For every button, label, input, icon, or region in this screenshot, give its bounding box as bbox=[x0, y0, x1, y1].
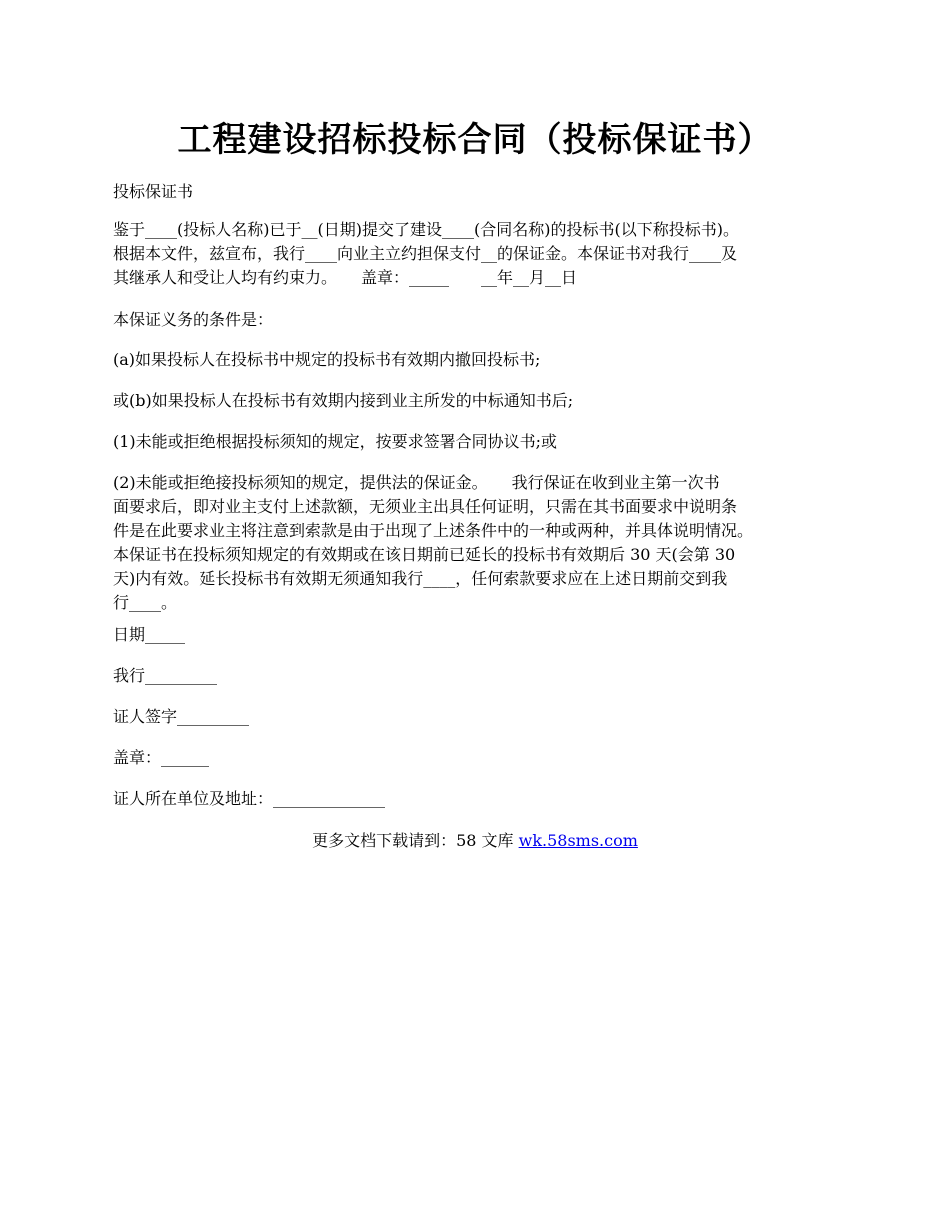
paragraph-line: 鉴于____(投标人名称)已于__(日期)提交了建设____(合同名称)的投标书(以下称投标书)。 bbox=[113, 220, 739, 239]
paragraph-line: 其继承人和受让人均有约束力。 盖章：_____ __年__月__日 bbox=[113, 268, 578, 287]
condition-1: (1)未能或拒绝根据投标须知的规定，按要求签署合同协议书;或 bbox=[113, 432, 558, 451]
footer-link[interactable]: wk.58sms.com bbox=[518, 831, 638, 850]
witness-signature-line: 证人签字_________ bbox=[113, 707, 250, 726]
paragraph-line: 根据本文件，兹宣布，我行____向业主立约担保支付__的保证金。本保证书对我行____及 bbox=[113, 244, 738, 263]
bank-line: 我行_________ bbox=[113, 666, 218, 685]
paragraph-guarantee bbox=[113, 471, 853, 615]
footer-text: 更多文档下载请到：58 文库 bbox=[312, 831, 519, 850]
document-heading: 投标保证书 bbox=[113, 182, 194, 201]
paragraph-line: 件是在此要求业主将注意到索款是由于出现了上述条件中的一种或两种，并具体说明情况。 bbox=[113, 521, 754, 540]
conditions-intro: 本保证义务的条件是： bbox=[113, 310, 274, 329]
paragraph-line: 本保证书在投标须知规定的有效期或在该日期前已延长的投标书有效期后 30 天(会第 30 bbox=[113, 545, 736, 564]
paragraph-line: (2)未能或拒绝接投标须知的规定，提供法的保证金。 我行保证在收到业主第一次书 bbox=[113, 473, 720, 492]
condition-a: (a)如果投标人在投标书中规定的投标书有效期内撤回投标书; bbox=[113, 350, 541, 369]
paragraph-declaration bbox=[113, 218, 853, 290]
paragraph-line: 天)内有效。延长投标书有效期无须通知我行____，任何索款要求应在上述日期前交到我 bbox=[113, 569, 728, 588]
date-line: 日期_____ bbox=[113, 625, 186, 644]
footer bbox=[0, 829, 950, 853]
witness-address-line: 证人所在单位及地址：______________ bbox=[113, 789, 386, 808]
paragraph-line: 行____。 bbox=[113, 593, 178, 612]
paragraph-line: 面要求后，即对业主支付上述款额，无须业主出具任何证明，只需在其书面要求中说明条 bbox=[113, 497, 738, 516]
document-title: 工程建设招标投标合同（投标保证书） bbox=[177, 120, 773, 160]
condition-b: 或(b)如果投标人在投标书有效期内接到业主所发的中标通知书后; bbox=[113, 391, 574, 410]
seal-line: 盖章：______ bbox=[113, 748, 210, 767]
